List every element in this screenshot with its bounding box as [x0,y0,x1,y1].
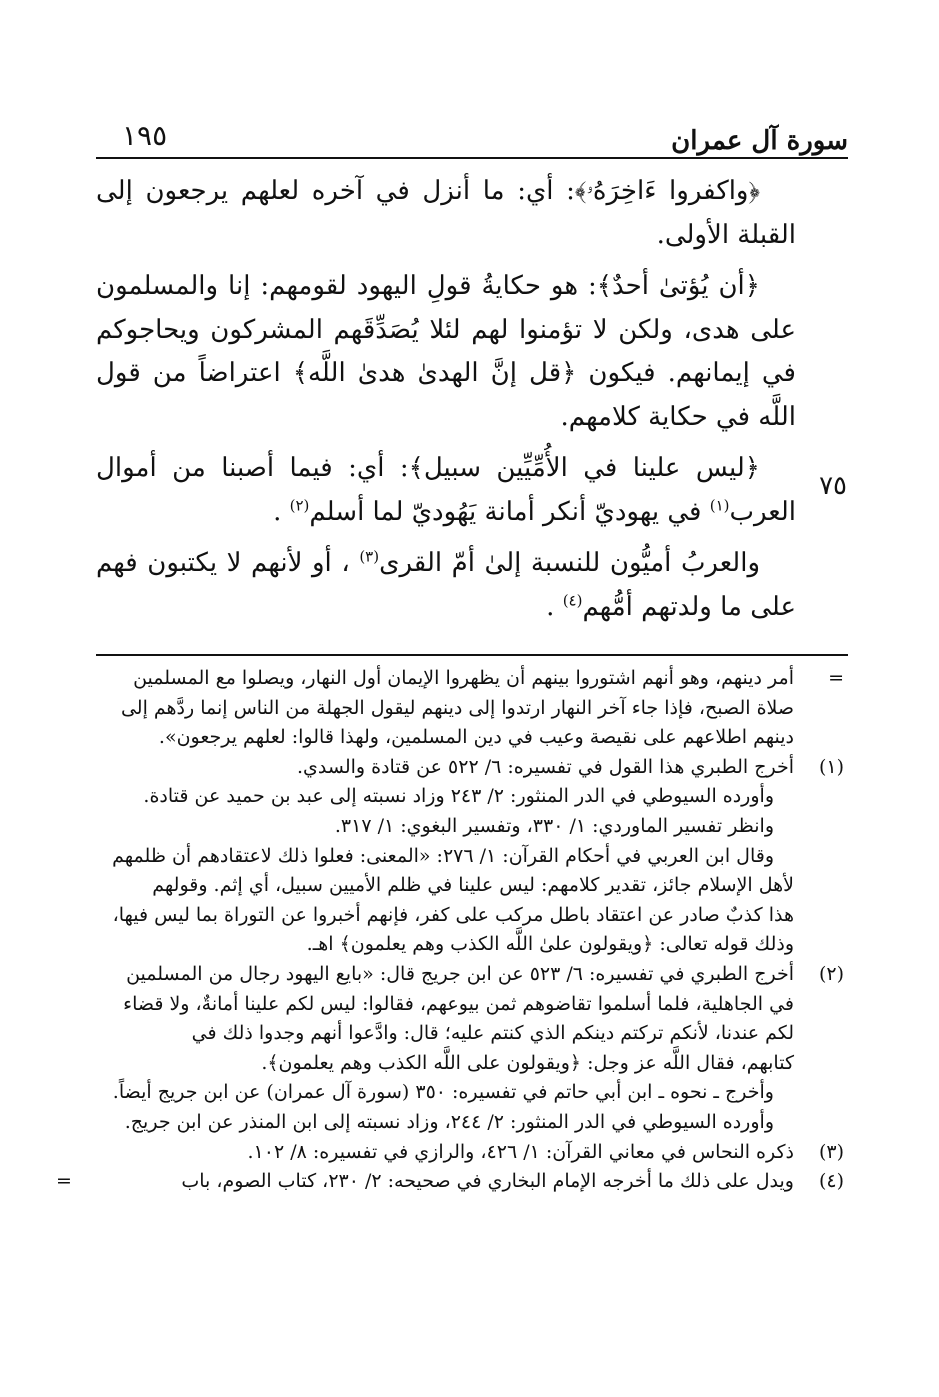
footnote-3-label: (٣) [818,1140,844,1163]
paragraph-4-end: . [546,591,555,622]
paragraph-1 [96,170,796,257]
footnote-ref-4[interactable]: (٤) [562,590,583,609]
footnote-line: وأورده السيوطي في الدر المنثور: ٢/ ٢٤٣ وزاد نسبته إلى عبد بن حميد عن قتادة. [143,785,774,808]
header-divider [96,157,848,159]
paragraph-1-text: ﴿واكفروا ءَاخِرَهُۥ﴾: أي: ما أنزل في آخره لعلهم يرجعون إلى القبلة الأولى. [96,176,796,250]
footnote-line: وأورده السيوطي في الدر المنثور: ٢/ ٢٤٤، وزاد نسبته إلى ابن المنذر عن ابن جريج. [124,1110,774,1133]
footnote-3 [96,1138,844,1168]
paragraph-4 [96,542,796,629]
footnote-line: في الجاهلية، فلما أسلموا تقاضوهم ثمن بيوعهم، فقالوا: ليس لكم علينا أمانةٌ، ولا قضاء [123,992,794,1015]
surah-title: سورة آل عمران [671,126,848,156]
paragraph-4-text-a: والعربُ أميُّون للنسبة إلىٰ أمّ القرى [379,548,761,578]
paragraph-3 [96,447,796,534]
footnote-1 [96,753,844,960]
footnotes [56,664,844,1197]
footnote-line: وأخرج ـ نحوه ـ ابن أبي حاتم في تفسيره: ٣٥٠ (سورة آل عمران) عن ابن جريج أيضاً. [112,1081,774,1104]
footnote-line: ذكره النحاس في معاني القرآن: ١/ ٤٢٦، والرازي في تفسيره: ٨/ ١٠٢. [247,1140,794,1163]
footnote-line: دينهم اطلاعهم على نقيصة وعيب في دين المسلمين، ولهذا قالوا: لعلهم يرجعون». [158,726,794,749]
paragraph-3-end: . [273,496,282,527]
footnote-4 [56,1167,844,1197]
footnote-line: أخرج الطبري في تفسيره: ٦/ ٥٢٣ عن ابن جريج قال: «بايع اليهود رجال من المسلمين [126,962,794,985]
footnote-1-label: (١) [818,755,844,778]
page-header [96,118,848,158]
footnote-ref-3[interactable]: (٣) [359,547,380,566]
page-number: ١٩٥ [122,119,168,152]
footnote-continuation [96,664,844,753]
footnote-line: أخرج الطبري هذا القول في تفسيره: ٦/ ٥٢٢ عن قتادة والسدي. [297,755,794,778]
paragraph-2-text: ﴿أن يُؤتىٰ أحدٌ﴾: هو حكايةُ قولِ اليهود لقومهم: إنا والمسلمون على هدى، ولكن لا تؤمنوا لهم لئلا يُصَدِّقَهم المشركون ويحاجوكم في إيمانهم. فيكون ﴿قل إنَّ الهدىٰ هدىٰ اللَّه﴾ اعتراضاً من قول اللَّه في حكاية كلامهم. [96,271,796,432]
main-text [96,170,796,637]
footnote-line: ويدل على ذلك ما أخرجه الإمام البخاري في صحيحه: ٢/ ٢٣٠، كتاب الصوم، باب [181,1170,794,1193]
footnote-ref-1[interactable]: (١) [709,495,730,514]
footnote-line: وانظر تفسير الماوردي: ١/ ٣٣٠، وتفسير البغوي: ١/ ٣١٧. [334,814,774,837]
footnote-line: كتابهم، فقال اللَّه عز وجل: ﴿ويقولون على اللَّه الكذب وهم يعلمون﴾. [261,1051,794,1074]
footnote-line: لأهل الإسلام جائز، تقدير كلامهم: ليس علينا في ظلم الأميين سبيل، أي إثم. وقولهم [152,874,794,897]
footnote-2-label: (٢) [818,962,844,985]
continuation-mark: = [828,667,844,689]
verse-number: ٧٥ [819,471,847,501]
footnote-divider [96,654,848,656]
continuation-mark-end: = [56,1170,72,1193]
footnote-4-label: (٤) [818,1170,844,1193]
footnote-line: صلاة الصبح، فإذا جاء آخر النهار ارتدوا إلى دينهم ليقول الجهلة من الناس إنما ردَّهم إلى [120,696,794,719]
footnote-line: وقال ابن العربي في أحكام القرآن: ١/ ٢٧٦: «المعنى: فعلوا ذلك لاعتقادهم أن ظلمهم [112,844,774,867]
paragraph-4-text-b: ، أو لأنهم لا يكتبون فهم على ما ولدتهم أمُّهم [96,548,796,622]
footnote-line: وذلك قوله تعالى: ﴿ويقولون علىٰ اللَّه الكذب وهم يعلمون﴾ اهـ. [306,933,794,956]
footnote-ref-2[interactable]: (٢) [289,495,310,514]
footnote-line: هذا كذبٌ صادر عن اعتقاد باطل مركب على كفر، فإنهم أخبروا عن التوراة بما ليس فيها، [112,903,794,926]
paragraph-3-text-a: ﴿ليس علينا في الأُمِّيِّين سبيل﴾: أي: فيما أصبنا من أموال العرب [96,453,796,527]
paragraph-2 [96,265,796,439]
footnote-line: لكم عندنا، لأنكم تركتم دينكم الذي كنتم عليه؛ قال: وادَّعوا أنهم وجدوا ذلك في [191,1022,794,1045]
footnote-2 [96,960,844,1138]
footnote-line: أمر دينهم، وهو أنهم اشتوروا بينهم أن يظهروا الإيمان أول النهار، ويصلوا مع المسلمين [133,667,794,689]
paragraph-3-text-b: في يهوديّ أنكر أمانة يَهُوديّ لما أسلم [309,496,702,527]
